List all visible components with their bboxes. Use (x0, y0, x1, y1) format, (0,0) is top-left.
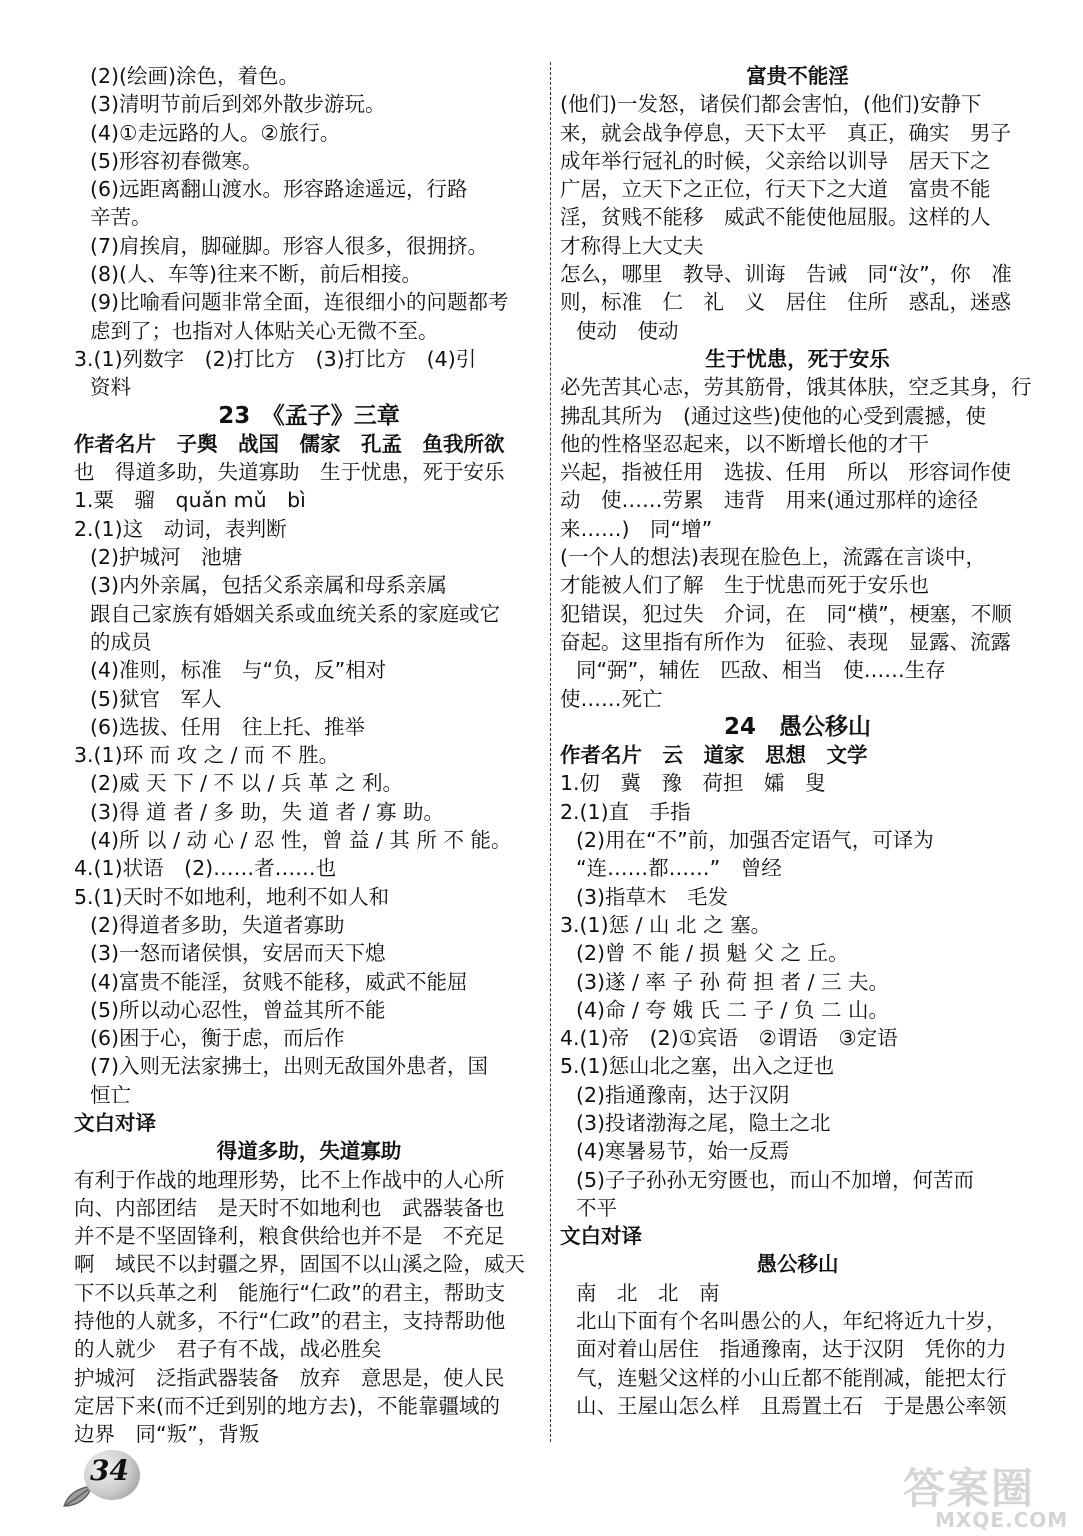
text-line: 3.(1)环 而 攻 之 / 而 不 胜。 (74, 743, 340, 768)
text-line: 的人就少 君子有不战，战必胜矣 (74, 1337, 382, 1362)
text-line: 并不是不坚固锋利，粮食供给也并不是 不充足 (74, 1224, 505, 1249)
watermark-title: 答案圈 (903, 1464, 1036, 1513)
text-line: 使……死亡 (560, 686, 663, 711)
text-line: (4)富贵不能淫，贫贱不能移，威武不能屈 (90, 969, 468, 994)
text-line: (5)狱官 军人 (90, 686, 222, 711)
text-line: 跟自己家族有婚姻关系或血统关系的家庭或它 (90, 601, 500, 626)
text-line: 持他的人就多，不行“仁政”的君主，支持帮助他 (74, 1309, 506, 1334)
text-line: (2)用在“不”前，加强否定语气，可译为 (576, 828, 934, 853)
page-number: 34 (90, 1454, 129, 1487)
text-line: 辛苦。 (90, 205, 152, 230)
text-line: 必先苦其心志，劳其筋骨，饿其体肤，空乏其身，行 (560, 375, 1032, 400)
text-line: 下不以兵革之利 能施行“仁政”的君主，帮助支 (74, 1280, 506, 1305)
text-line: 作者名片 子舆 战国 儒家 孔孟 鱼我所欲 (74, 431, 505, 456)
text-line: 动 使……劳累 违背 用来(通过那样的途径 (560, 488, 978, 513)
text-line: 则，标准 仁 礼 义 居住 住所 惑乱，迷惑 (560, 290, 1011, 315)
text-line: 来……) 同“增” (560, 516, 713, 541)
text-line: (6)远距离翻山渡水。形容路途遥远，行路 (90, 177, 468, 202)
text-line: 面对着山居住 指通豫南，达于汉阴 凭你的力 (576, 1337, 1007, 1362)
text-line: (3)投诸渤海之尾，隐土之北 (576, 1110, 831, 1135)
text-line: (2)威 天 下 / 不 以 / 兵 革 之 利。 (90, 771, 404, 796)
text-line: (2)得道者多助，失道者寡助 (90, 912, 345, 937)
text-line: 23 《孟子》三章 (218, 402, 400, 429)
text-line: 4.(1)状语 (2)……者……也 (74, 856, 337, 881)
text-line: (5)形容初春微寒。 (90, 148, 263, 173)
right-column (560, 62, 1035, 1420)
text-line: 5.(1)天时不如地利，地利不如人和 (74, 884, 390, 909)
text-line: (4)寒暑易节，始一反焉 (576, 1139, 790, 1164)
text-line: (7)肩挨肩，脚碰脚。形容人很多，很拥挤。 (90, 233, 489, 258)
text-line: (7)入则无法家拂士，出则无敌国外患者，国 (90, 1054, 489, 1079)
text-line: (3)一怒而诸侯惧，安居而天下熄 (90, 941, 386, 966)
text-line: 向、内部团结 是天时不如地利也 武器装备也 (74, 1195, 505, 1220)
text-line: 得道多助，失道寡助 (216, 1139, 402, 1164)
page-footer (62, 1446, 146, 1516)
text-line: 他的性格坚忍起来，以不断增长他的才干 (560, 431, 929, 456)
text-line: (2)(绘画)涂色，着色。 (90, 64, 300, 88)
text-line: 才能被人们了解 生于忧患而死于安乐也 (560, 573, 929, 598)
text-line: 不平 (576, 1195, 617, 1220)
text-line: 来，就会战争停息，天下太平 真正，确实 男子 (560, 120, 1011, 145)
text-line: 才称得上大丈夫 (560, 233, 704, 258)
text-line: (3)指草木 毛发 (576, 884, 729, 909)
text-line: 的成员 (90, 629, 152, 654)
text-line: 1.仞 冀 豫 荷担 孀 叟 (560, 771, 826, 796)
text-line: (2)指通豫南，达于汉阴 (576, 1082, 790, 1107)
watermark-subtitle: MXQE.COM (935, 1508, 1069, 1532)
text-line: (3)得 道 者 / 多 助，失 道 者 / 寡 助。 (90, 799, 445, 824)
text-line: 24 愚公移山 (723, 713, 871, 740)
text-line: 北山下面有个名叫愚公的人，年纪将近九十岁， (576, 1309, 1007, 1334)
text-line: 有利于作战的地理形势，比不上作战中的人心所 (74, 1167, 505, 1192)
text-line: 气，连魁父这样的小山丘都不能削减，能把太行 (576, 1365, 1007, 1390)
text-line: (3)清明节前后到郊外散步游玩。 (90, 92, 386, 117)
text-line: 犯错误，犯过失 介词，在 同“横”，梗塞，不顺 (560, 601, 1012, 626)
text-line: 成年举行冠礼的时候，父亲给以训导 居天下之 (560, 148, 991, 173)
text-line: 也 得道多助，失道寡助 生于忧患，死于安乐 (74, 460, 505, 485)
text-line: (9)比喻看问题非常全面，连很细小的问题都考 (90, 290, 509, 315)
text-line: 南 北 北 南 (576, 1280, 720, 1305)
text-line: (他们)一发怒，诸侯们都会害怕，(他们)安静下 (560, 92, 982, 117)
text-line: 奋起。这里指有所作为 征验、表现 显露、流露 (560, 629, 1011, 654)
text-line: 广居，立天下之正位，行天下之大道 富贵不能 (560, 177, 991, 202)
text-line: (3)内外亲属，包括父系亲属和母系亲属 (90, 573, 448, 598)
text-line: 3.(1)惩 / 山 北 之 塞。 (560, 912, 772, 937)
text-line: (4)准则，标准 与“负，反”相对 (90, 658, 387, 683)
text-line: 虑到了；也指对人体贴关心无微不至。 (90, 318, 439, 343)
watermark (895, 1456, 1080, 1534)
text-line: (4)①走远路的人。②旅行。 (90, 120, 341, 145)
text-line: 护城河 泛指武器装备 放弃 意思是，使人民 (74, 1365, 505, 1390)
text-line: 山、王屋山怎么样 且焉置土石 于是愚公率领 (576, 1393, 1007, 1418)
text-line: 怎么，哪里 教导、训诲 告诫 同“汝”，你 准 (560, 262, 1012, 287)
text-line: 兴起，指被任用 选拔、任用 所以 形容词作使 (560, 460, 1011, 485)
text-line: 愚公移山 (756, 1252, 839, 1277)
text-line: 定居下来(而不迁到别的地方去)，不能靠疆域的 (74, 1393, 500, 1418)
text-line: (6)选拔、任用 往上托、推举 (90, 714, 366, 739)
text-line: (8)(人、车等)往来不断，前后相接。 (90, 262, 423, 287)
column-divider (550, 62, 551, 1442)
text-line: 文白对译 (560, 1224, 642, 1249)
left-column (74, 62, 544, 1449)
text-line: 文白对译 (74, 1110, 156, 1135)
text-line: (4)命 / 夸 娥 氏 二 子 / 负 二 山。 (576, 997, 890, 1022)
text-line: (5)所以动心忍性，曾益其所不能 (90, 997, 386, 1022)
text-line: 淫，贫贱不能移 威武不能使他屈服。这样的人 (560, 205, 991, 230)
text-line: 使动 使动 (576, 318, 679, 343)
text-line: “连……都……” 曾经 (576, 856, 782, 881)
text-line: (2)护城河 池塘 (90, 545, 243, 570)
text-line: (3)遂 / 率 子 孙 荷 担 者 / 三 夫。 (576, 969, 890, 994)
text-line: (4)所 以 / 动 心 / 忍 性，曾 益 / 其 所 不 能。 (90, 828, 512, 853)
text-line: 4.(1)帝 (2)①宾语 ②谓语 ③定语 (560, 1026, 898, 1051)
text-line: 1.粟 骝 quǎn mǔ bì (74, 488, 306, 513)
text-line: 边界 同“叛”，背叛 (74, 1422, 260, 1447)
text-line: 拂乱其所为 (通过这些)使他的心受到震撼，使 (560, 403, 986, 428)
text-line: (6)困于心，衡于虑，而后作 (90, 1026, 345, 1051)
text-line: 恒亡 (90, 1082, 131, 1107)
text-line: 生于忧患，死于安乐 (705, 346, 890, 371)
text-line: 富贵不能淫 (746, 64, 849, 88)
text-line: (2)曾 不 能 / 损 魁 父 之 丘。 (576, 941, 849, 966)
text-line: 2.(1)这 动词，表判断 (74, 516, 287, 541)
text-line: 作者名片 云 道家 思想 文学 (560, 743, 868, 768)
text-line: (一个人的想法)表现在脸色上，流露在言谈中， (560, 545, 986, 570)
text-line: 5.(1)惩山北之塞，出入之迂也 (560, 1054, 835, 1079)
text-line: 2.(1)直 手指 (560, 799, 691, 824)
text-line: (5)子子孙孙无穷匮也，而山不加增，何苦而 (576, 1167, 975, 1192)
text-line: 同“弼”，辅佐 匹敌、相当 使……生存 (576, 658, 946, 683)
text-line: 资料 (90, 375, 131, 400)
text-line: 啊 域民不以封疆之界，固国不以山溪之险，威天 (74, 1252, 525, 1277)
text-line: 3.(1)列数字 (2)打比方 (3)打比方 (4)引 (74, 346, 477, 371)
